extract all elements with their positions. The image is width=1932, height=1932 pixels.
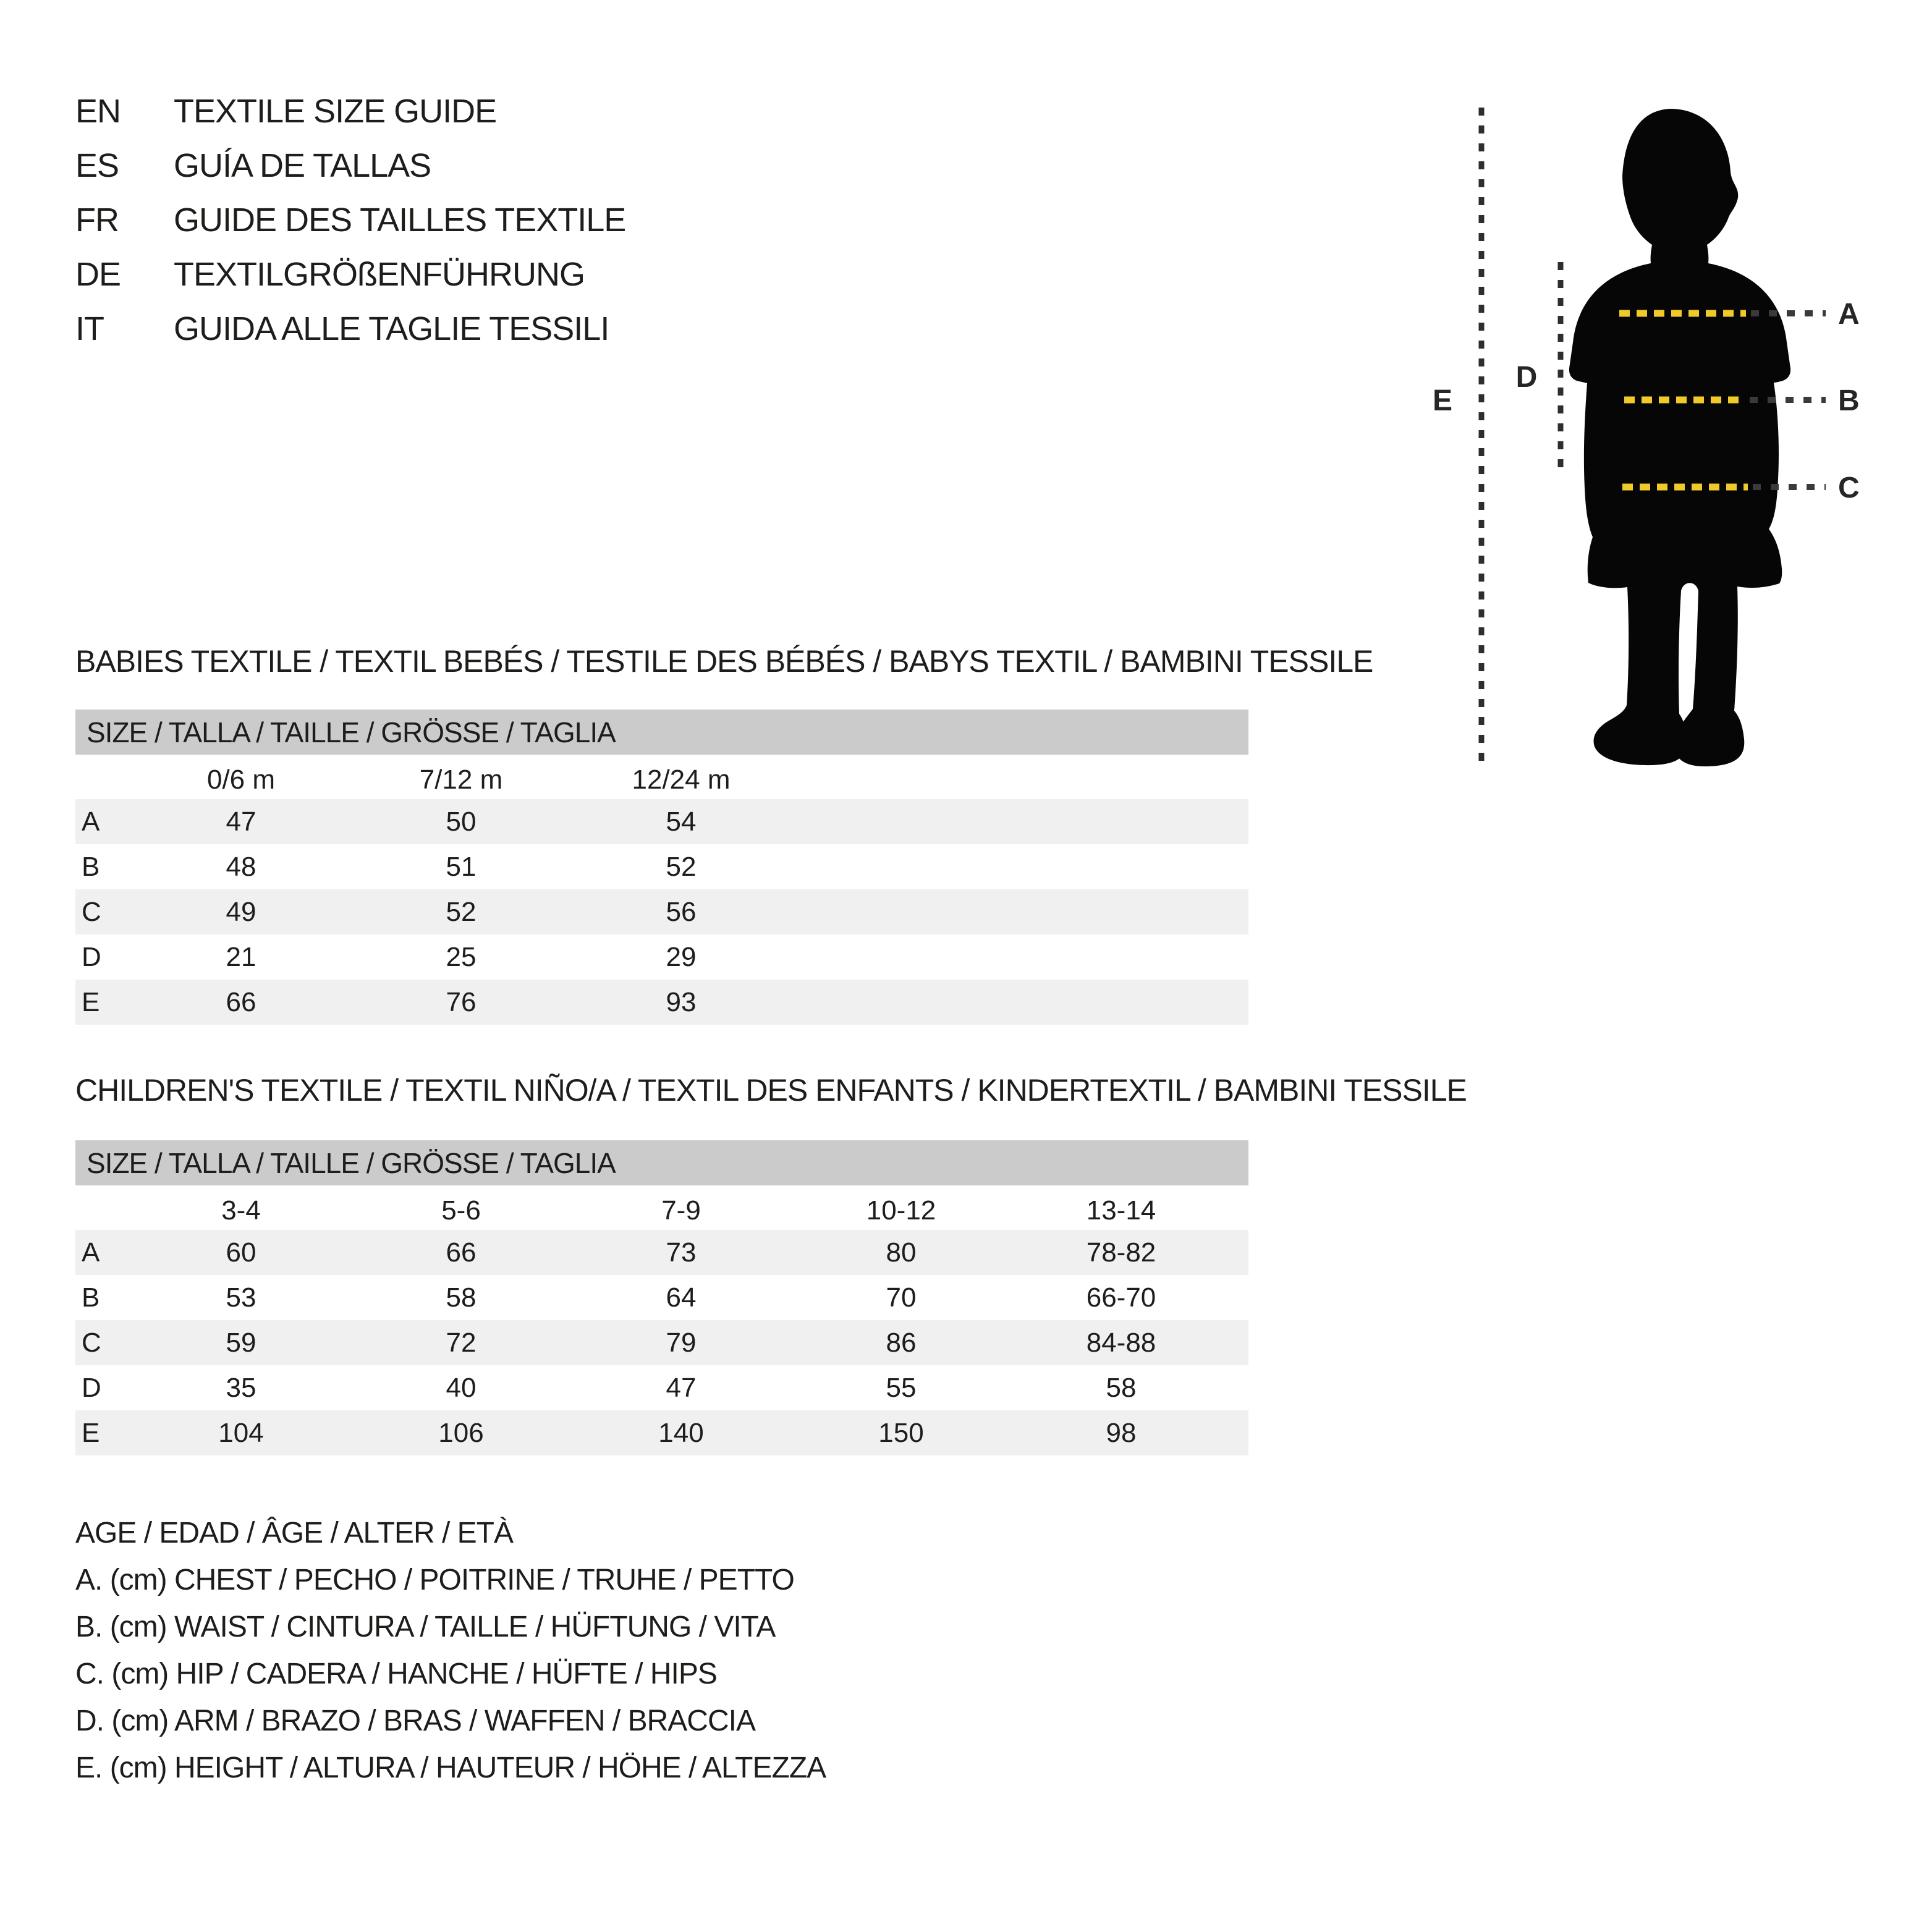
cell-value: 60 [226,1237,256,1268]
row-label: B [82,852,100,882]
language-code: EN [75,93,121,130]
cell-value: 52 [446,897,477,927]
cell-value: 66 [226,987,256,1017]
cell-value: 58 [446,1282,477,1313]
legend-line: A. (cm) CHEST / PECHO / POITRINE / TRUHE / PETTO [75,1564,794,1596]
column-header: 3-4 [221,1195,261,1226]
table-column-headers [75,1185,1248,1230]
column-header [791,755,1011,799]
language-row [75,147,625,201]
language-row [75,93,625,147]
cell-value: 98 [1106,1418,1137,1448]
column-header: 10-12 [866,1195,936,1226]
language-code: FR [75,201,119,239]
cell-value: 76 [446,987,477,1017]
cell-value: 53 [226,1282,256,1313]
cell-value: 25 [446,942,477,972]
row-label: B [82,1282,100,1313]
cell-value: 49 [226,897,256,927]
row-label: D [82,942,101,972]
cell-value: 50 [446,807,477,837]
cell-value [791,799,1011,844]
column-header: 7-9 [661,1195,701,1226]
cell-value [1011,844,1231,889]
legend-line: B. (cm) WAIST / CINTURA / TAILLE / HÜFTUNG / VITA [75,1611,776,1643]
legend-line: AGE / EDAD / ÂGE / ALTER / ETÀ [75,1517,513,1549]
column-header: 12/24 m [632,765,731,795]
cell-value [791,889,1011,934]
language-code: DE [75,256,121,293]
table-row [75,799,1248,844]
column-header: 5-6 [441,1195,481,1226]
figure-label-c: C [1838,472,1860,504]
table-row [75,980,1248,1025]
cell-value: 64 [666,1282,697,1313]
cell-value: 72 [446,1328,477,1358]
row-label: C [82,897,101,927]
cell-value: 40 [446,1373,477,1403]
cell-value: 54 [666,807,697,837]
cell-value [1011,889,1231,934]
table-row [75,844,1248,889]
cell-value [1011,980,1231,1025]
cell-value: 66 [446,1237,477,1268]
table-row [75,1275,1248,1320]
language-title: GUÍA DE TALLAS [174,147,431,184]
children-section-title: CHILDREN'S TEXTILE / TEXTIL NIÑO/A / TEXTIL DES ENFANTS / KINDERTEXTIL / BAMBINI TESSILE [75,1073,1467,1108]
cell-value: 21 [226,942,256,972]
child-silhouette-icon [1569,109,1790,766]
cell-value: 47 [666,1373,697,1403]
cell-value: 150 [878,1418,924,1448]
child-measurement-diagram [1409,93,1870,773]
cell-value: 29 [666,942,697,972]
table-row [75,934,1248,980]
language-row [75,201,625,256]
row-label: D [82,1373,101,1403]
legend-line: E. (cm) HEIGHT / ALTURA / HAUTEUR / HÖHE / ALTEZZA [75,1752,826,1784]
language-code: IT [75,310,104,347]
cell-value: 78-82 [1086,1237,1156,1268]
language-row [75,310,625,365]
language-row [75,256,625,310]
cell-value: 56 [666,897,697,927]
figure-label-e: E [1432,384,1453,417]
cell-value [791,934,1011,980]
cell-value: 59 [226,1328,256,1358]
language-title-block [75,93,625,365]
column-header: 0/6 m [206,765,276,795]
cell-value: 51 [446,852,477,882]
row-label-cell [75,755,131,799]
legend-line: C. (cm) HIP / CADERA / HANCHE / HÜFTE / HIPS [75,1658,717,1690]
cell-value: 47 [226,807,256,837]
language-title: GUIDA ALLE TAGLIE TESSILI [174,310,609,347]
babies-size-table [75,710,1248,1025]
table-row [75,1320,1248,1365]
cell-value: 86 [886,1328,917,1358]
cell-value: 58 [1106,1373,1137,1403]
figure-label-d: D [1515,361,1538,394]
cell-value [791,980,1011,1025]
row-label: E [82,1418,100,1448]
table-size-header: SIZE / TALLA / TAILLE / GRÖSSE / TAGLIA [75,1140,1248,1185]
column-header: 7/12 m [419,765,503,795]
cell-value [791,844,1011,889]
table-row [75,1410,1248,1455]
column-header: 13-14 [1086,1195,1156,1226]
cell-value: 104 [218,1418,264,1448]
cell-value: 52 [666,852,697,882]
table-row [75,889,1248,934]
figure-label-b: B [1838,384,1860,417]
cell-value [1011,934,1231,980]
cell-value: 93 [666,987,697,1017]
column-header [1011,755,1231,799]
row-label: C [82,1328,101,1358]
cell-value [1011,799,1231,844]
table-size-header: SIZE / TALLA / TAILLE / GRÖSSE / TAGLIA [75,710,1248,755]
cell-value: 35 [226,1373,256,1403]
figure-label-a: A [1838,298,1860,331]
language-title: GUIDE DES TAILLES TEXTILE [174,201,626,239]
table-row [75,1365,1248,1410]
language-title: TEXTILGRÖßENFÜHRUNG [174,256,585,293]
cell-value: 80 [886,1237,917,1268]
cell-value: 79 [666,1328,697,1358]
cell-value: 55 [886,1373,917,1403]
language-code: ES [75,147,119,184]
babies-section-title: BABIES TEXTILE / TEXTIL BEBÉS / TESTILE DES BÉBÉS / BABYS TEXTIL / BAMBINI TESSILE [75,644,1373,679]
cell-value: 140 [658,1418,704,1448]
cell-value: 66-70 [1086,1282,1156,1313]
measurement-legend [75,1515,826,1797]
language-title: TEXTILE SIZE GUIDE [174,93,497,130]
cell-value: 73 [666,1237,697,1268]
cell-value: 106 [438,1418,484,1448]
table-row [75,1230,1248,1275]
row-label-cell [75,1185,131,1230]
cell-value: 84-88 [1086,1328,1156,1358]
cell-value: 70 [886,1282,917,1313]
row-label: A [82,1237,100,1268]
table-column-headers [75,755,1248,799]
row-label: A [82,807,100,837]
legend-line: D. (cm) ARM / BRAZO / BRAS / WAFFEN / BRACCIA [75,1705,755,1737]
children-size-table [75,1140,1248,1455]
row-label: E [82,987,100,1017]
cell-value: 48 [226,852,256,882]
